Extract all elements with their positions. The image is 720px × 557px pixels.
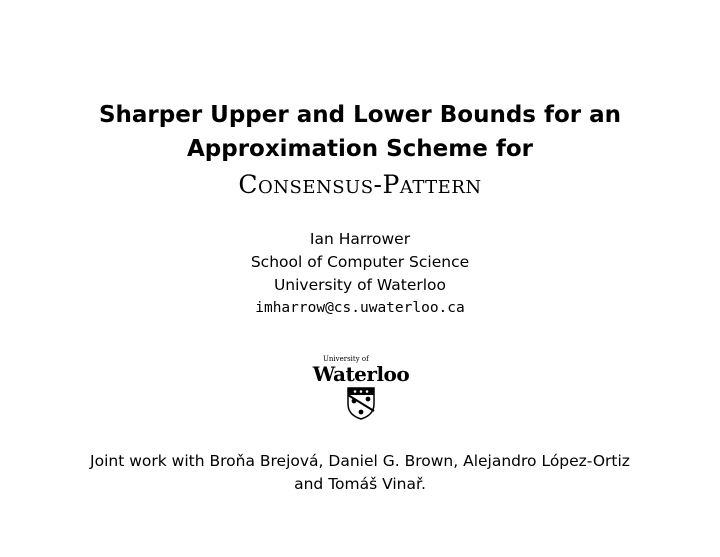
author-block	[0, 228, 720, 320]
crest-icon	[346, 386, 376, 420]
title-line-1: Sharper Upper and Lower Bounds for an	[98, 102, 622, 128]
joint-work-line-1: Joint work with Broňa Brejová, Daniel G. Brown, Alejandro López-Ortiz	[90, 452, 630, 470]
author-email: imharrow@cs.uwaterloo.ca	[255, 300, 465, 316]
problem-name: Consensus-Pattern	[238, 170, 482, 199]
author-department: School of Computer Science	[250, 253, 470, 271]
logo-small-text: University of	[323, 355, 369, 363]
author-name: Ian Harrower	[309, 230, 411, 248]
slide-title	[0, 98, 720, 202]
joint-work-credits	[0, 450, 720, 496]
title-line-2: Approximation Scheme for	[186, 136, 534, 162]
logo-big-text: Waterloo	[312, 362, 410, 386]
joint-work-line-2: and Tomáš Vinař.	[294, 475, 426, 493]
university-logo	[309, 355, 413, 421]
author-university: University of Waterloo	[273, 276, 447, 294]
